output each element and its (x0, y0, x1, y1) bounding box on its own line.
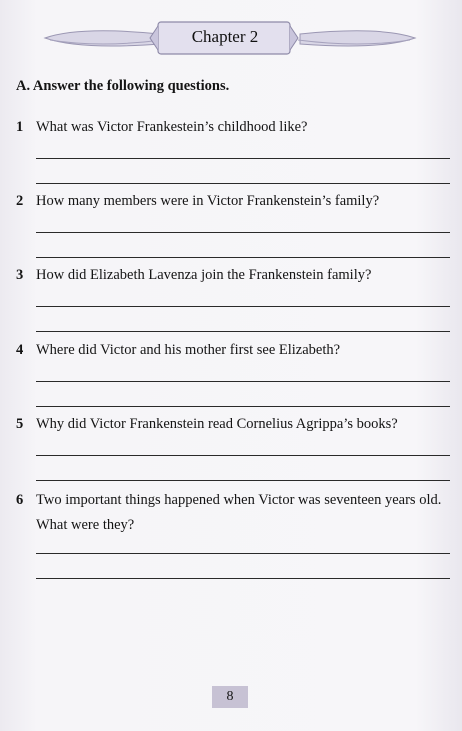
answer-line[interactable] (36, 183, 450, 184)
question-number: 3 (16, 267, 24, 283)
section-heading: A. Answer the following questions. (16, 78, 230, 94)
answer-line[interactable] (36, 553, 450, 554)
question-text: How many members were in Victor Frankenstein’s family? (36, 193, 380, 209)
answer-line[interactable] (36, 578, 450, 579)
question-text: Why did Victor Frankenstein read Cornelius Agrippa’s books? (36, 416, 398, 432)
answer-line[interactable] (36, 257, 450, 258)
answer-line[interactable] (36, 455, 450, 456)
question-number: 6 (16, 492, 24, 508)
answer-line[interactable] (36, 381, 450, 382)
question-text: Two important things happened when Victor was seventeen years old. What were they? (36, 492, 442, 533)
question-text: Where did Victor and his mother first see Elizabeth? (36, 342, 341, 358)
question-number: 2 (16, 193, 24, 209)
answer-line[interactable] (36, 306, 450, 307)
question-number: 5 (16, 416, 24, 432)
answer-line[interactable] (36, 158, 450, 159)
question-number: 1 (16, 119, 24, 135)
answer-line[interactable] (36, 406, 450, 407)
answer-line[interactable] (36, 331, 450, 332)
question-text: How did Elizabeth Lavenza join the Frankenstein family? (36, 267, 372, 283)
question-text: What was Victor Frankestein’s childhood like? (36, 119, 308, 135)
answer-line[interactable] (36, 480, 450, 481)
answer-line[interactable] (36, 232, 450, 233)
page-number: 8 (212, 686, 248, 708)
chapter-title: Chapter 2 (191, 27, 259, 46)
question-number: 4 (16, 342, 24, 358)
